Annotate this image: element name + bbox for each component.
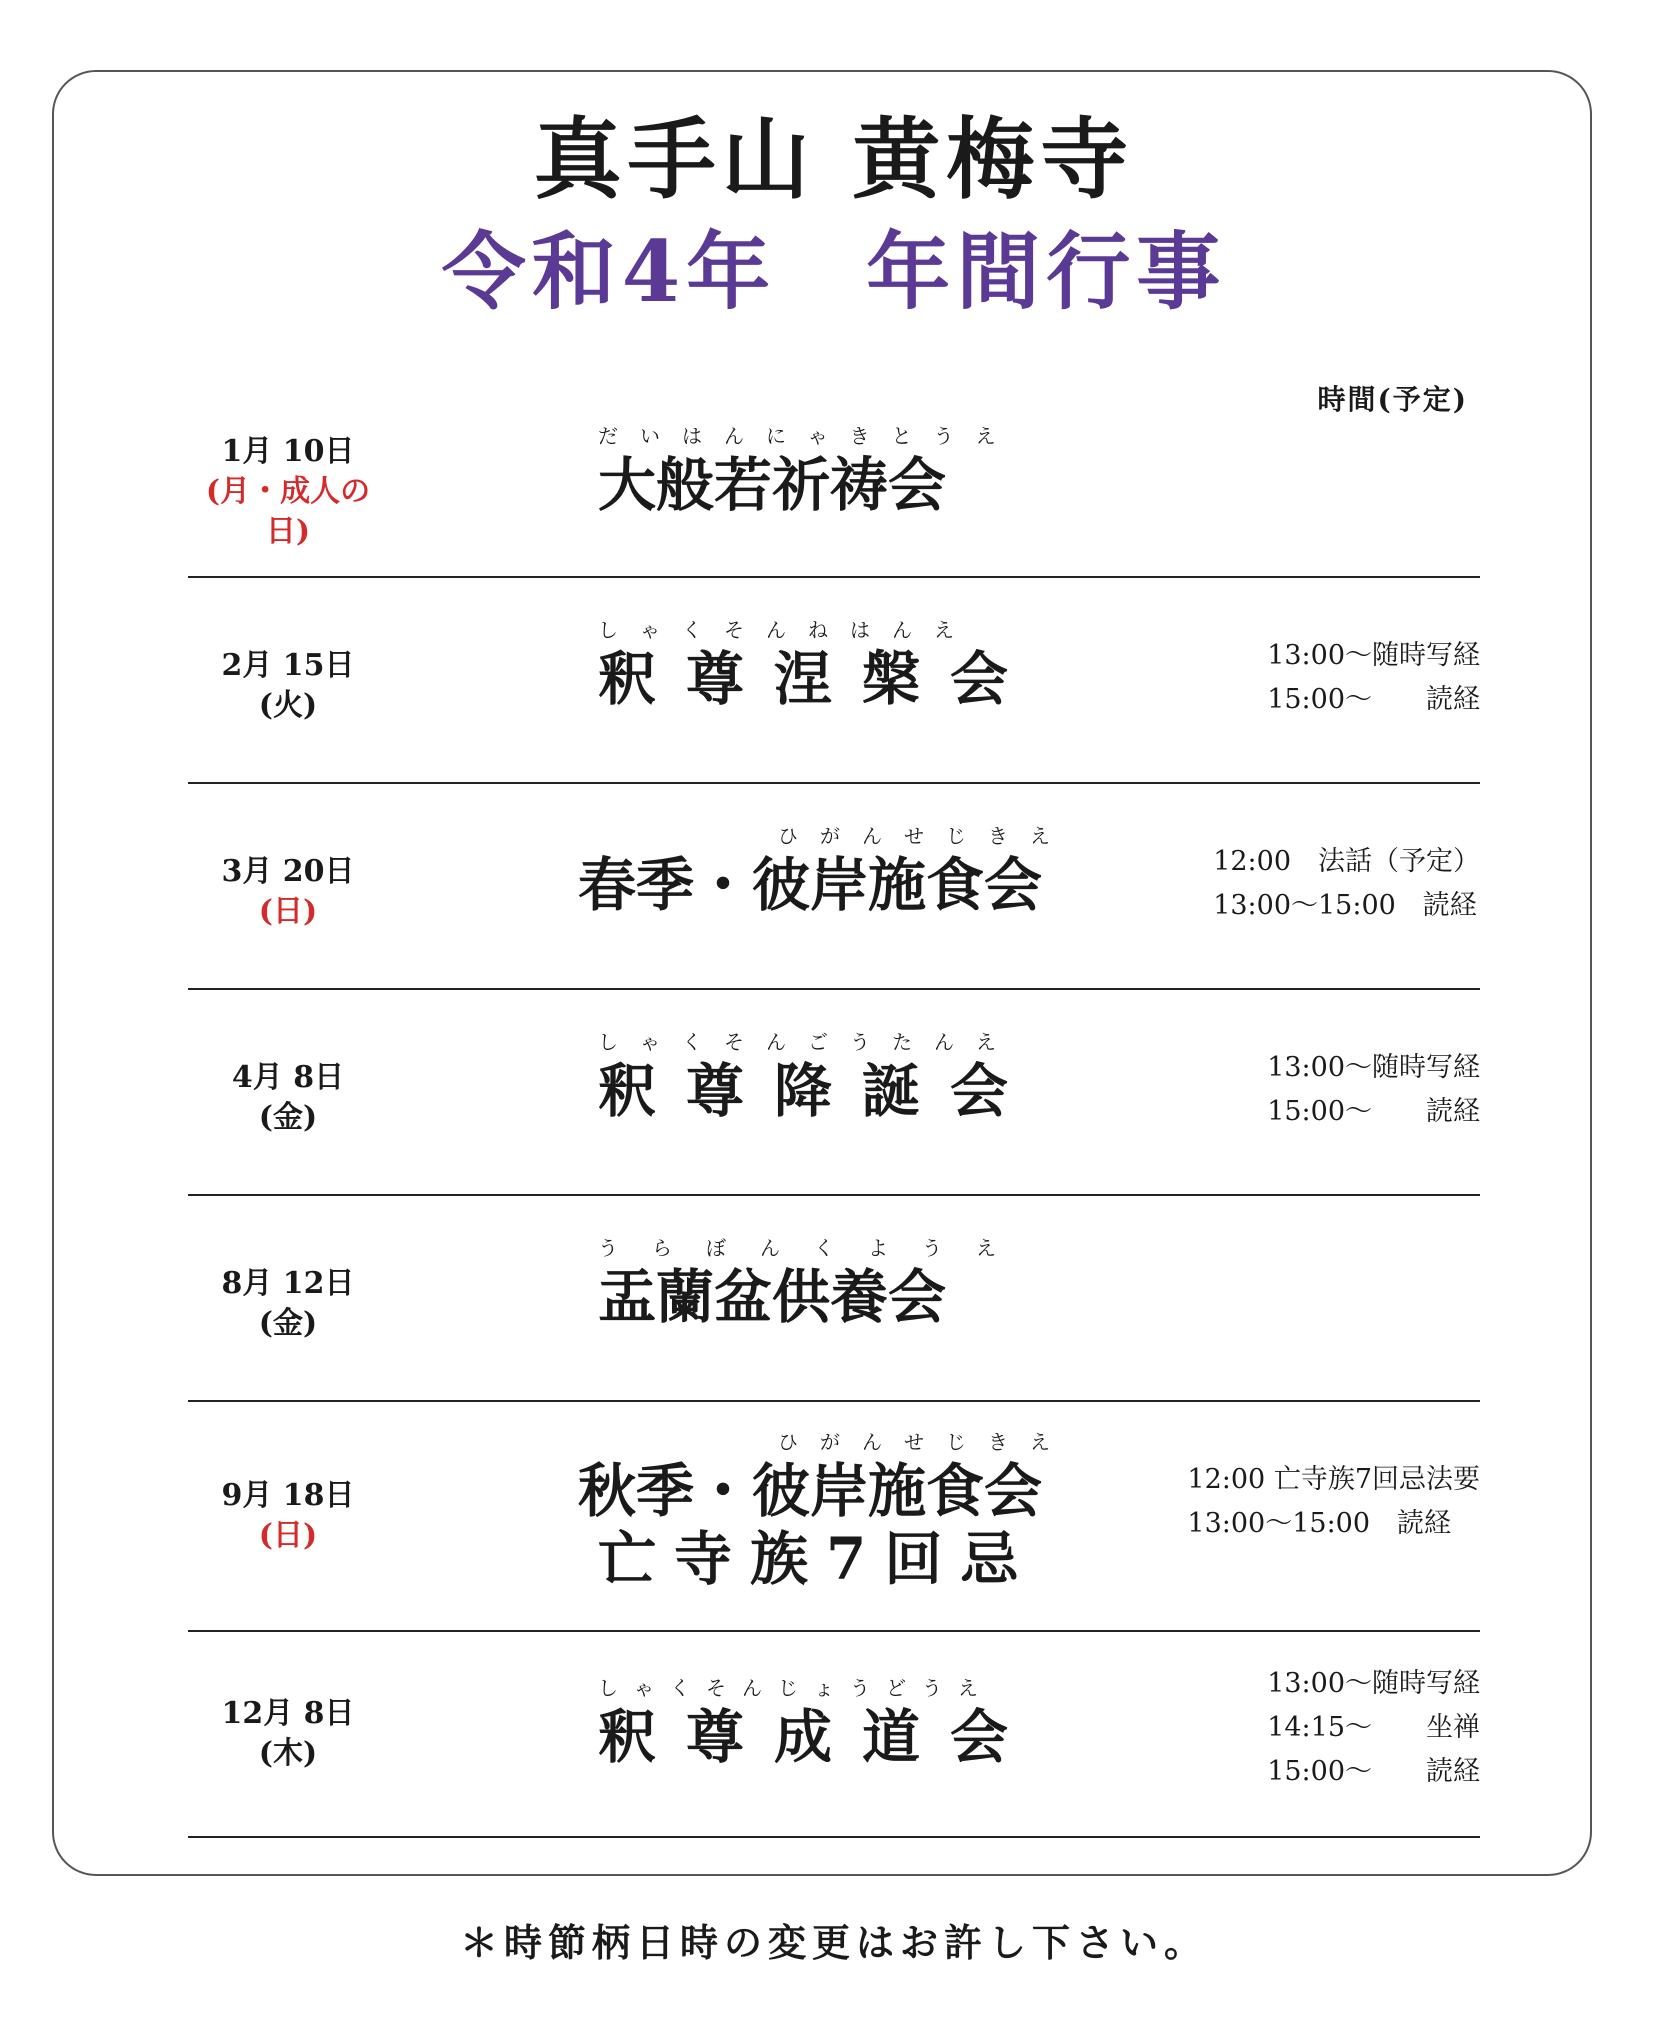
event-ruby: しゃくそんじょうどうえ bbox=[598, 1676, 994, 1700]
event-day: 12月 8日 bbox=[221, 1696, 355, 1731]
event-ruby: しゃくそんごうたんえ bbox=[598, 1030, 1018, 1054]
event-weekday: (金) bbox=[258, 1100, 318, 1135]
event-time: 15:00〜 読経 bbox=[1267, 1756, 1480, 1787]
event-name: 釈尊成道会 bbox=[598, 1703, 1039, 1771]
event-name-block bbox=[598, 618, 1039, 713]
time-column-header: 時間(予定) bbox=[1317, 383, 1468, 416]
event-date bbox=[188, 1058, 388, 1138]
event-day: 2月 15日 bbox=[221, 648, 355, 683]
event-day: 9月 18日 bbox=[221, 1478, 355, 1513]
event-date bbox=[188, 646, 388, 726]
event-weekday: (月・成人の日) bbox=[205, 474, 371, 549]
event-name-block bbox=[578, 824, 1072, 919]
event-times bbox=[1267, 1662, 1480, 1794]
event-date bbox=[188, 1476, 388, 1556]
event-time: 14:15〜 坐禅 bbox=[1267, 1712, 1480, 1743]
event-name-block bbox=[598, 1236, 1030, 1331]
event-name: 秋季・彼岸施食会 bbox=[578, 1457, 1043, 1525]
event-ruby: しゃくそんねはんえ bbox=[598, 618, 976, 642]
event-times bbox=[1267, 634, 1480, 722]
footer-note: ＊時節柄日時の変更はお許し下さい。 bbox=[459, 1920, 1208, 1965]
event-row-3 bbox=[188, 784, 1480, 990]
event-weekday: (日) bbox=[258, 1518, 318, 1553]
event-weekday: (火) bbox=[258, 688, 318, 723]
event-name: 釈尊降誕会 bbox=[598, 1057, 1039, 1125]
event-time: 12:00 亡寺族7回忌法要 bbox=[1187, 1464, 1480, 1495]
event-times bbox=[1267, 1046, 1480, 1134]
event-date bbox=[188, 1264, 388, 1344]
event-day: 4月 8日 bbox=[231, 1060, 345, 1095]
event-day: 3月 20日 bbox=[221, 854, 355, 889]
event-ruby: だいはんにゃきとうえ bbox=[598, 424, 1018, 448]
event-ruby: うらぼんくようえ bbox=[598, 1236, 1030, 1260]
event-ruby: ひがんせじきえ bbox=[778, 824, 1072, 848]
event-time: 12:00 法話（予定） bbox=[1213, 846, 1480, 877]
event-name: 春季・彼岸施食会 bbox=[578, 851, 1043, 919]
event-day: 1月 10日 bbox=[221, 434, 355, 469]
event-row-5 bbox=[188, 1196, 1480, 1402]
event-weekday: (木) bbox=[258, 1736, 318, 1771]
event-times bbox=[1187, 1458, 1480, 1546]
temple-title: 真手山 黄梅寺 bbox=[533, 107, 1135, 211]
event-date bbox=[188, 852, 388, 932]
event-weekday: (金) bbox=[258, 1306, 318, 1341]
event-name-block bbox=[598, 1030, 1039, 1125]
event-row-4 bbox=[188, 990, 1480, 1196]
event-name: 釈尊涅槃会 bbox=[598, 645, 1039, 713]
event-name-block bbox=[598, 424, 1018, 519]
event-weekday: (日) bbox=[258, 894, 318, 929]
event-row-1 bbox=[188, 400, 1480, 578]
event-name: 大般若祈祷会 bbox=[598, 451, 947, 519]
event-row-7 bbox=[188, 1632, 1480, 1838]
event-time: 13:00〜随時写経 bbox=[1267, 1052, 1480, 1083]
event-time: 13:00〜随時写経 bbox=[1267, 1668, 1480, 1699]
event-name: 盂蘭盆供養会 bbox=[598, 1263, 947, 1331]
event-name-block bbox=[578, 1430, 1072, 1593]
event-name-second-line: 亡寺族7回忌 bbox=[598, 1525, 1037, 1593]
event-time: 13:00〜15:00 読経 bbox=[1213, 890, 1477, 921]
event-date bbox=[188, 432, 388, 552]
event-row-2 bbox=[188, 578, 1480, 784]
event-ruby: ひがんせじきえ bbox=[778, 1430, 1072, 1454]
event-name-block bbox=[598, 1676, 1039, 1771]
event-time: 15:00〜 読経 bbox=[1267, 1096, 1480, 1127]
event-times bbox=[1213, 840, 1480, 928]
event-time: 13:00〜随時写経 bbox=[1267, 640, 1480, 671]
event-day: 8月 12日 bbox=[221, 1266, 355, 1301]
event-time: 13:00〜15:00 読経 bbox=[1187, 1508, 1452, 1539]
schedule-subtitle: 令和4年 年間行事 bbox=[441, 222, 1227, 321]
event-row-6 bbox=[188, 1402, 1480, 1632]
event-date bbox=[188, 1694, 388, 1774]
event-time: 15:00〜 読経 bbox=[1267, 684, 1480, 715]
